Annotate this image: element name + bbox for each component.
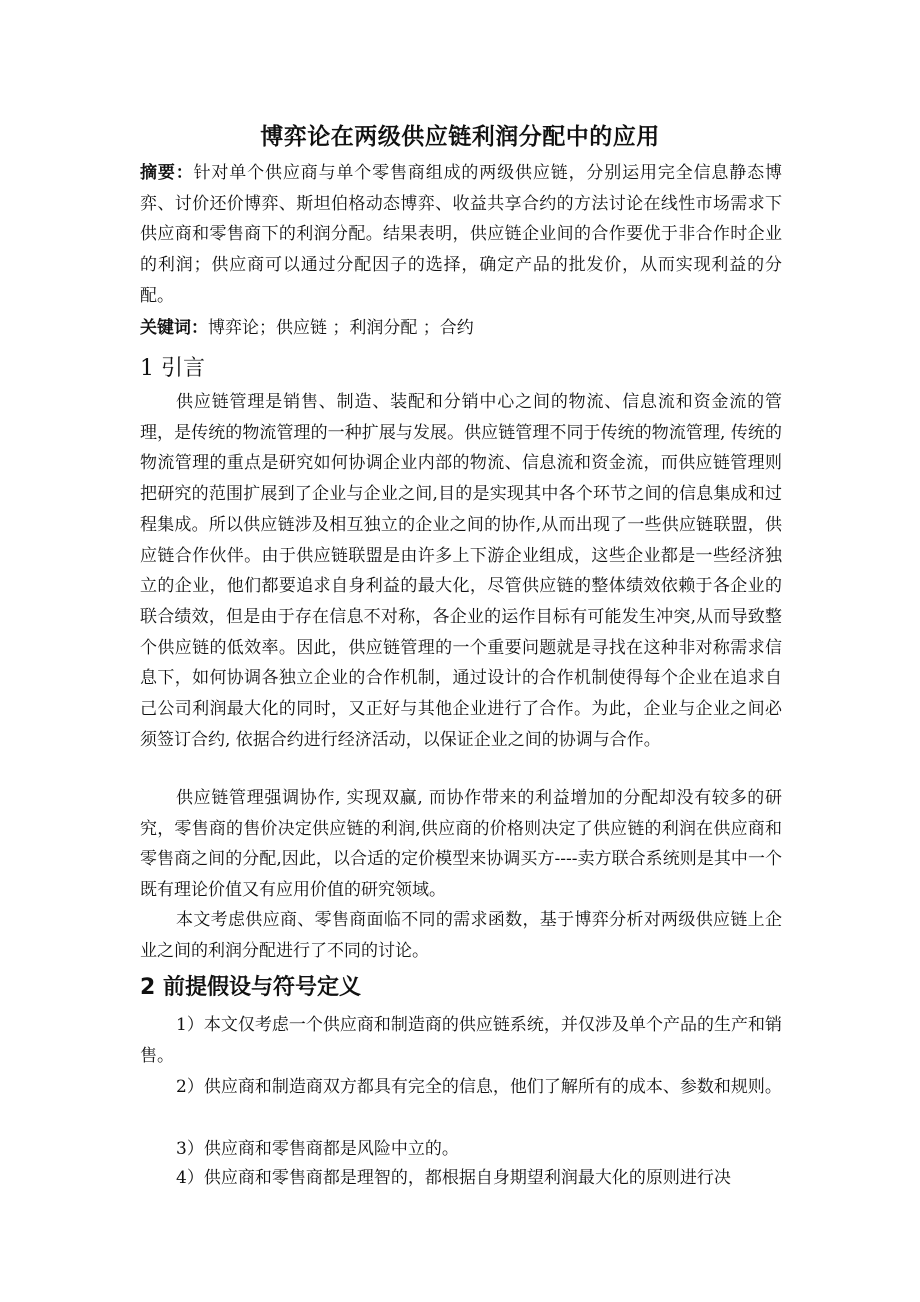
abstract-label: 摘要： — [140, 163, 194, 183]
abstract — [140, 158, 782, 312]
assumption-item: 3）供应商和零售商都是风险中立的。 — [176, 1139, 459, 1159]
section-1-paragraph: 本文考虑供应商、零售商面临不同的需求函数，基于博弈分析对两级供应链上企业之间的利润分配进行了不同的讨论。 — [140, 910, 782, 961]
keywords — [140, 313, 782, 344]
keywords-label: 关键词： — [140, 318, 208, 338]
abstract-text: 针对单个供应商与单个零售商组成的两级供应链，分别运用完全信息静态博弈、讨价还价博弈、斯坦伯格动态博弈、收益共享合约的方法讨论在线性市场需求下供应商和零售商下的利润分配。结果表明，供应链企业间的合作要优于非合作时企业的利润；供应商可以通过分配因子的选择，确定产品的批发价，从而实现利益的分配。 — [140, 163, 783, 306]
keywords-text: 博弈论；供应链 ；利润分配 ；合约 — [208, 318, 474, 338]
section-1-paragraph: 供应链管理是销售、制造、装配和分销中心之间的物流、信息流和资金流的管理，是传统的物流管理的一种扩展与发展。供应链管理不同于传统的物流管理, 传统的物流管理的重点是研究如何协调企业内部的物流、信息流和资金流，而供应链管理则把研究的范围扩展到了企业与企业之间,目的是实现其中各个环节之间的信息集成和过程集成。所以供应链涉及相互独立的企业之间的协作,从而出现了一些供应链联盟，供应链合作伙伴。由于供应链联盟是由许多上下游企业组成，这些企业都是一些经济独立的企业，他们都要追求自身利益的最大化，尽管供应链的整体绩效依赖于各企业的联合绩效，但是由于存在信息不对称，各企业的运作目标有可能发生冲突,从而导致整个供应链的低效率。因此，供应链管理的一个重要问题就是寻找在这种非对称需求信息下，如何协调各独立企业的合作机制，通过设计的合作机制使得每个企业在追求自己公司利润最大化的同时，又正好与其他企业进行了合作。为此，企业与企业之间必须签订合约, 依据合约进行经济活动，以保证企业之间的协调与合作。 — [140, 392, 782, 750]
paper-title: 博弈论在两级供应链利润分配中的应用 — [260, 124, 660, 150]
section-1-heading: 1 引言 — [140, 356, 205, 381]
assumption-item: 1）本文仅考虑一个供应商和制造商的供应链系统，并仅涉及单个产品的生产和销售。 — [140, 1015, 782, 1066]
assumption-item: 2）供应商和制造商双方都具有完全的信息，他们了解所有的成本、参数和规则。 — [176, 1077, 782, 1097]
section-2-heading: 2 前提假设与符号定义 — [140, 975, 361, 1000]
assumption-item: 4）供应商和零售商都是理智的，都根据自身期望利润最大化的原则进行决 — [176, 1168, 731, 1188]
section-1-paragraph: 供应链管理强调协作, 实现双赢, 而协作带来的利益增加的分配却没有较多的研究，零售商的售价决定供应链的利润,供应商的价格则决定了供应链的利润在供应商和零售商之间的分配,因此，以合适的定价模型来协调买方----卖方联合系统则是其中一个既有理论价值又有应用价值的研究领域。 — [140, 788, 782, 901]
